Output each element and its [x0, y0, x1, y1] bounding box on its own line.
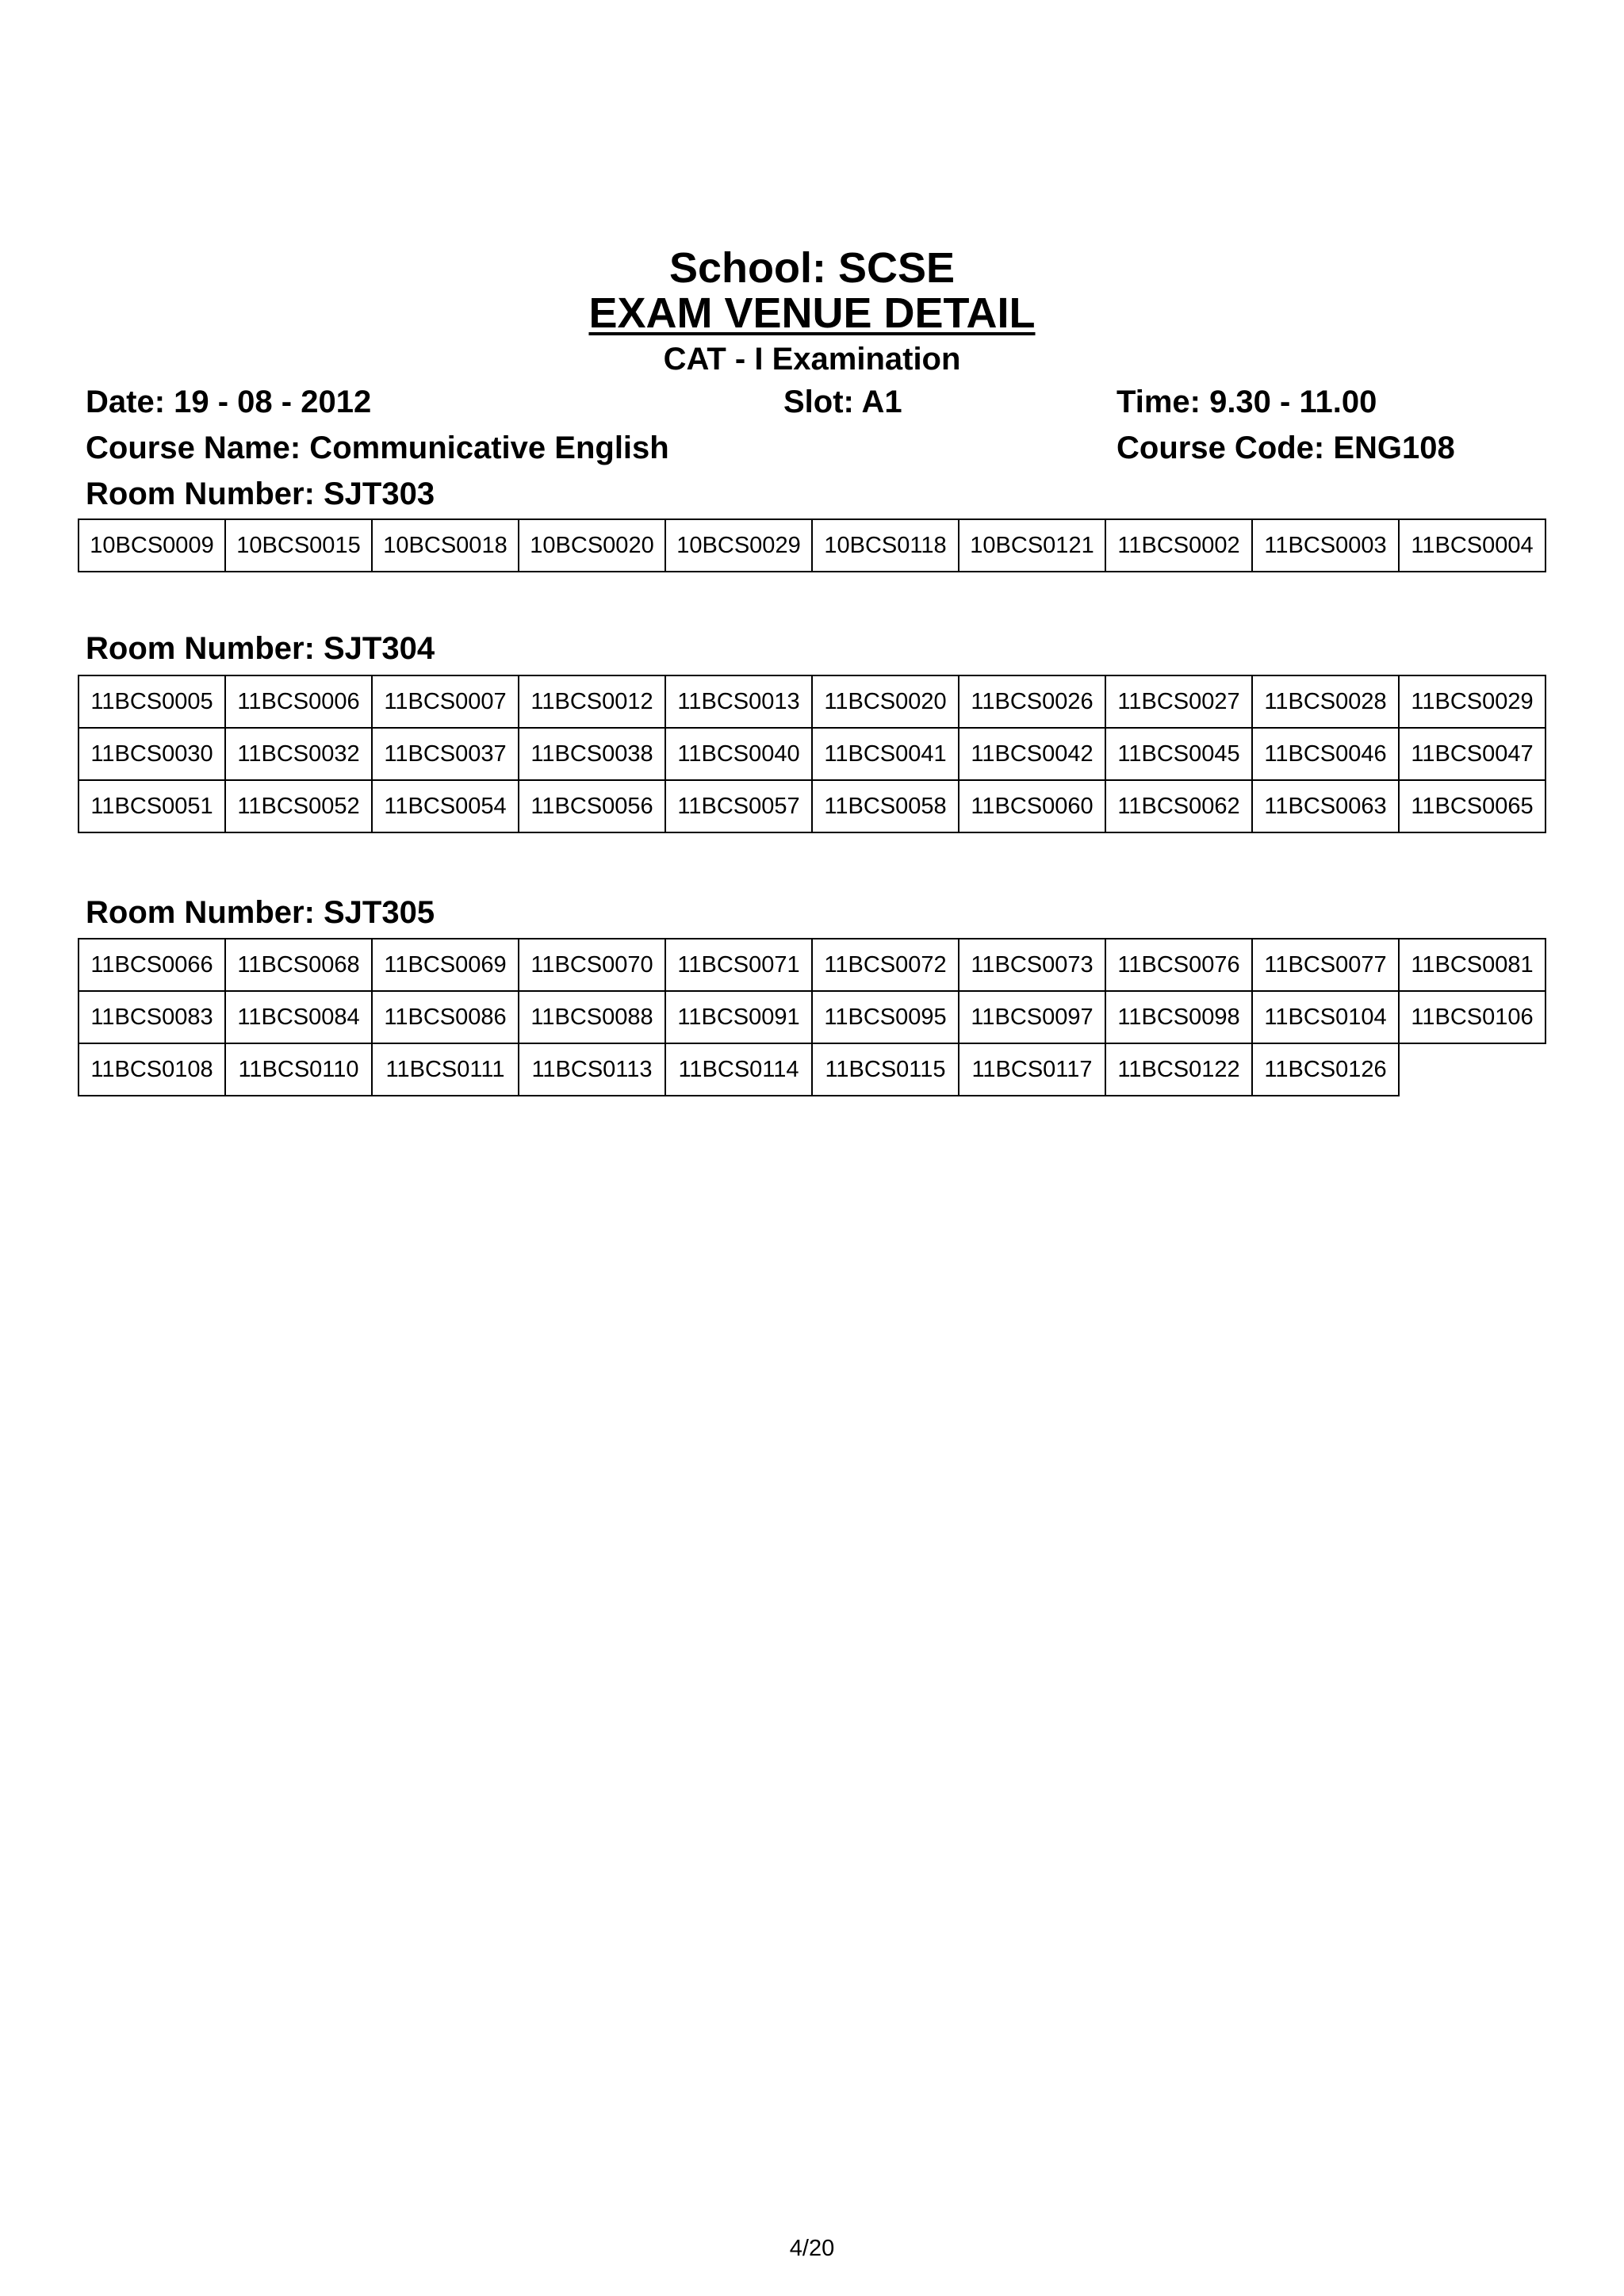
room-table-sjt304 — [78, 675, 1546, 833]
page-number: 4/20 — [789, 2236, 835, 2261]
registration-number-cell: 11BCS0030 — [79, 728, 225, 780]
exam-date: Date: 19 - 08 - 2012 — [86, 385, 372, 419]
registration-number-cell: 11BCS0028 — [1252, 675, 1399, 728]
registration-number-cell: 11BCS0058 — [812, 780, 959, 832]
registration-number-cell: 11BCS0106 — [1399, 991, 1545, 1043]
registration-number-cell: 11BCS0086 — [372, 991, 519, 1043]
table-row — [79, 519, 1545, 572]
registration-number-cell: 11BCS0045 — [1105, 728, 1252, 780]
registration-number-cell: 11BCS0040 — [665, 728, 812, 780]
registration-number-cell: 10BCS0020 — [519, 519, 665, 572]
exam-time: Time: 9.30 - 11.00 — [1116, 385, 1377, 419]
table-row — [79, 780, 1545, 832]
registration-number-cell: 11BCS0003 — [1252, 519, 1399, 572]
course-name: Course Name: Communicative English — [86, 430, 669, 465]
registration-number-cell: 11BCS0057 — [665, 780, 812, 832]
exam-name: CAT - I Examination — [663, 342, 961, 377]
registration-number-cell: 11BCS0068 — [225, 939, 372, 991]
registration-number-cell: 11BCS0004 — [1399, 519, 1545, 572]
registration-number-cell: 11BCS0110 — [225, 1043, 372, 1096]
room-table-sjt303 — [78, 519, 1546, 572]
registration-number-cell: 11BCS0083 — [79, 991, 225, 1043]
registration-number-cell: 11BCS0029 — [1399, 675, 1545, 728]
registration-number-cell: 11BCS0026 — [959, 675, 1105, 728]
school-title: School: SCSE — [668, 244, 956, 292]
registration-number-cell: 11BCS0054 — [372, 780, 519, 832]
table-row — [79, 991, 1545, 1043]
registration-number-cell: 11BCS0005 — [79, 675, 225, 728]
registration-number-cell: 11BCS0012 — [519, 675, 665, 728]
course-code: Course Code: ENG108 — [1116, 430, 1455, 465]
registration-number-cell: 11BCS0098 — [1105, 991, 1252, 1043]
registration-number-cell: 10BCS0018 — [372, 519, 519, 572]
registration-number-cell: 11BCS0020 — [812, 675, 959, 728]
registration-number-cell: 11BCS0052 — [225, 780, 372, 832]
registration-number-cell: 11BCS0041 — [812, 728, 959, 780]
registration-number-cell: 11BCS0062 — [1105, 780, 1252, 832]
room-label-sjt303: Room Number: SJT303 — [86, 476, 435, 511]
registration-number-cell: 11BCS0108 — [79, 1043, 225, 1096]
registration-number-cell: 11BCS0032 — [225, 728, 372, 780]
table-row — [79, 675, 1545, 728]
registration-number-cell: 11BCS0013 — [665, 675, 812, 728]
room-label-sjt304: Room Number: SJT304 — [86, 631, 435, 666]
document-title-text: EXAM VENUE DETAIL — [588, 289, 1036, 337]
registration-number-cell: 11BCS0077 — [1252, 939, 1399, 991]
registration-number-cell: 11BCS0095 — [812, 991, 959, 1043]
registration-number-cell: 11BCS0088 — [519, 991, 665, 1043]
registration-number-cell: 10BCS0118 — [812, 519, 959, 572]
registration-number-cell: 11BCS0071 — [665, 939, 812, 991]
registration-number-cell: 11BCS0063 — [1252, 780, 1399, 832]
registration-number-cell: 11BCS0065 — [1399, 780, 1545, 832]
registration-number-cell: 11BCS0122 — [1105, 1043, 1252, 1096]
registration-number-cell: 11BCS0066 — [79, 939, 225, 991]
registration-number-cell: 11BCS0126 — [1252, 1043, 1399, 1096]
registration-number-cell: 11BCS0072 — [812, 939, 959, 991]
table-row — [79, 939, 1545, 991]
registration-number-cell: 11BCS0027 — [1105, 675, 1252, 728]
registration-number-cell: 11BCS0002 — [1105, 519, 1252, 572]
registration-number-cell: 11BCS0073 — [959, 939, 1105, 991]
registration-number-cell: 11BCS0084 — [225, 991, 372, 1043]
table-row — [79, 1043, 1545, 1096]
registration-number-cell: 11BCS0046 — [1252, 728, 1399, 780]
document-title — [0, 287, 1624, 339]
exam-slot: Slot: A1 — [783, 385, 902, 419]
registration-number-cell: 11BCS0097 — [959, 991, 1105, 1043]
registration-number-cell: 11BCS0115 — [812, 1043, 959, 1096]
registration-number-cell: 11BCS0051 — [79, 780, 225, 832]
room-label-sjt305: Room Number: SJT305 — [86, 895, 435, 930]
empty-cell — [1399, 1043, 1545, 1096]
registration-number-cell: 10BCS0015 — [225, 519, 372, 572]
registration-number-cell: 11BCS0113 — [519, 1043, 665, 1096]
registration-number-cell: 11BCS0038 — [519, 728, 665, 780]
registration-number-cell: 11BCS0091 — [665, 991, 812, 1043]
registration-number-cell: 11BCS0060 — [959, 780, 1105, 832]
registration-number-cell: 11BCS0114 — [665, 1043, 812, 1096]
registration-number-cell: 11BCS0037 — [372, 728, 519, 780]
registration-number-cell: 11BCS0111 — [372, 1043, 519, 1096]
registration-number-cell: 11BCS0076 — [1105, 939, 1252, 991]
registration-number-cell: 11BCS0104 — [1252, 991, 1399, 1043]
registration-number-cell: 11BCS0081 — [1399, 939, 1545, 991]
registration-number-cell: 10BCS0029 — [665, 519, 812, 572]
registration-number-cell: 11BCS0047 — [1399, 728, 1545, 780]
registration-number-cell: 10BCS0121 — [959, 519, 1105, 572]
registration-number-cell: 10BCS0009 — [79, 519, 225, 572]
table-row — [79, 728, 1545, 780]
registration-number-cell: 11BCS0006 — [225, 675, 372, 728]
registration-number-cell: 11BCS0042 — [959, 728, 1105, 780]
room-table-sjt305 — [78, 938, 1546, 1096]
registration-number-cell: 11BCS0007 — [372, 675, 519, 728]
registration-number-cell: 11BCS0070 — [519, 939, 665, 991]
registration-number-cell: 11BCS0056 — [519, 780, 665, 832]
registration-number-cell: 11BCS0117 — [959, 1043, 1105, 1096]
registration-number-cell: 11BCS0069 — [372, 939, 519, 991]
